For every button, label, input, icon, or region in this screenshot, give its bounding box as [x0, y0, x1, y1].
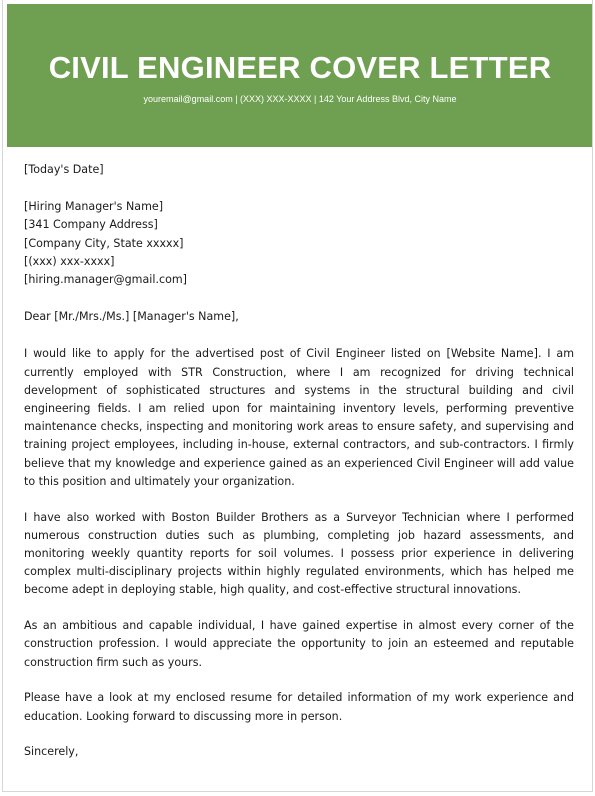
recipient-email: [hiring.manager@gmail.com]	[24, 273, 187, 287]
letter-date: [Today's Date]	[24, 163, 104, 176]
header-banner	[7, 4, 593, 147]
letter-body	[24, 161, 574, 762]
recipient-city: [Company City, State xxxxx]	[24, 236, 184, 250]
salutation: Dear [Mr./Mrs./Ms.] [Manager's Name],	[24, 310, 239, 324]
recipient-address: [341 Company Address]	[24, 218, 158, 232]
paragraph-3: As an ambitious and capable individual, I have gained expertise in almost every corner of the construction profession. I would appreciate the opportunity to join an esteemed and reputable construction firm such as yours.	[24, 619, 574, 669]
contact-info: youremail@gmail.com | (XXX) XXX-XXXX | 142 Your Address Blvd, City Name	[143, 94, 457, 104]
paragraph-1: I would like to apply for the advertised post of Civil Engineer listed on [Website Name]. I am currently employed with STR Construction, where I am recognized for driving technical development of sophisticated structures and systems in the structural building and civil engineering fields. I am relied upon for maintaining inventory levels, performing preventive maintenance checks, inspecting and monitoring work areas to ensure safety, and supervising and training project employees, including in-house, external contractors, and sub-contractors. I firmly believe that my knowledge and experience gained as an experienced Civil Engineer will add value to this position and ultimately your organization.	[24, 347, 574, 488]
closing: Sincerely,	[24, 745, 79, 759]
letter-page	[2, 0, 593, 792]
page-title: CIVIL ENGINEER COVER LETTER	[48, 50, 552, 85]
paragraph-4: Please have a look at my enclosed resume for detailed information of my work experience and education. Looking forward to discussing more in person.	[24, 691, 574, 723]
paragraph-2: I have also worked with Boston Builder Brothers as a Surveyor Technician where I performed numerous construction duties such as plumbing, completing job hazard assessments, and monitoring weekly quantity reports for soil volumes. I possess prior experience in delivering complex multi-disciplinary projects within highly regulated environments, which has helped me become adept in deploying stable, high quality, and cost-effective structural innovations.	[24, 510, 574, 597]
recipient-name: [Hiring Manager's Name]	[24, 200, 164, 214]
recipient-phone: [(xxx) xxx-xxxx]	[24, 254, 115, 268]
recipient-block	[24, 198, 574, 289]
